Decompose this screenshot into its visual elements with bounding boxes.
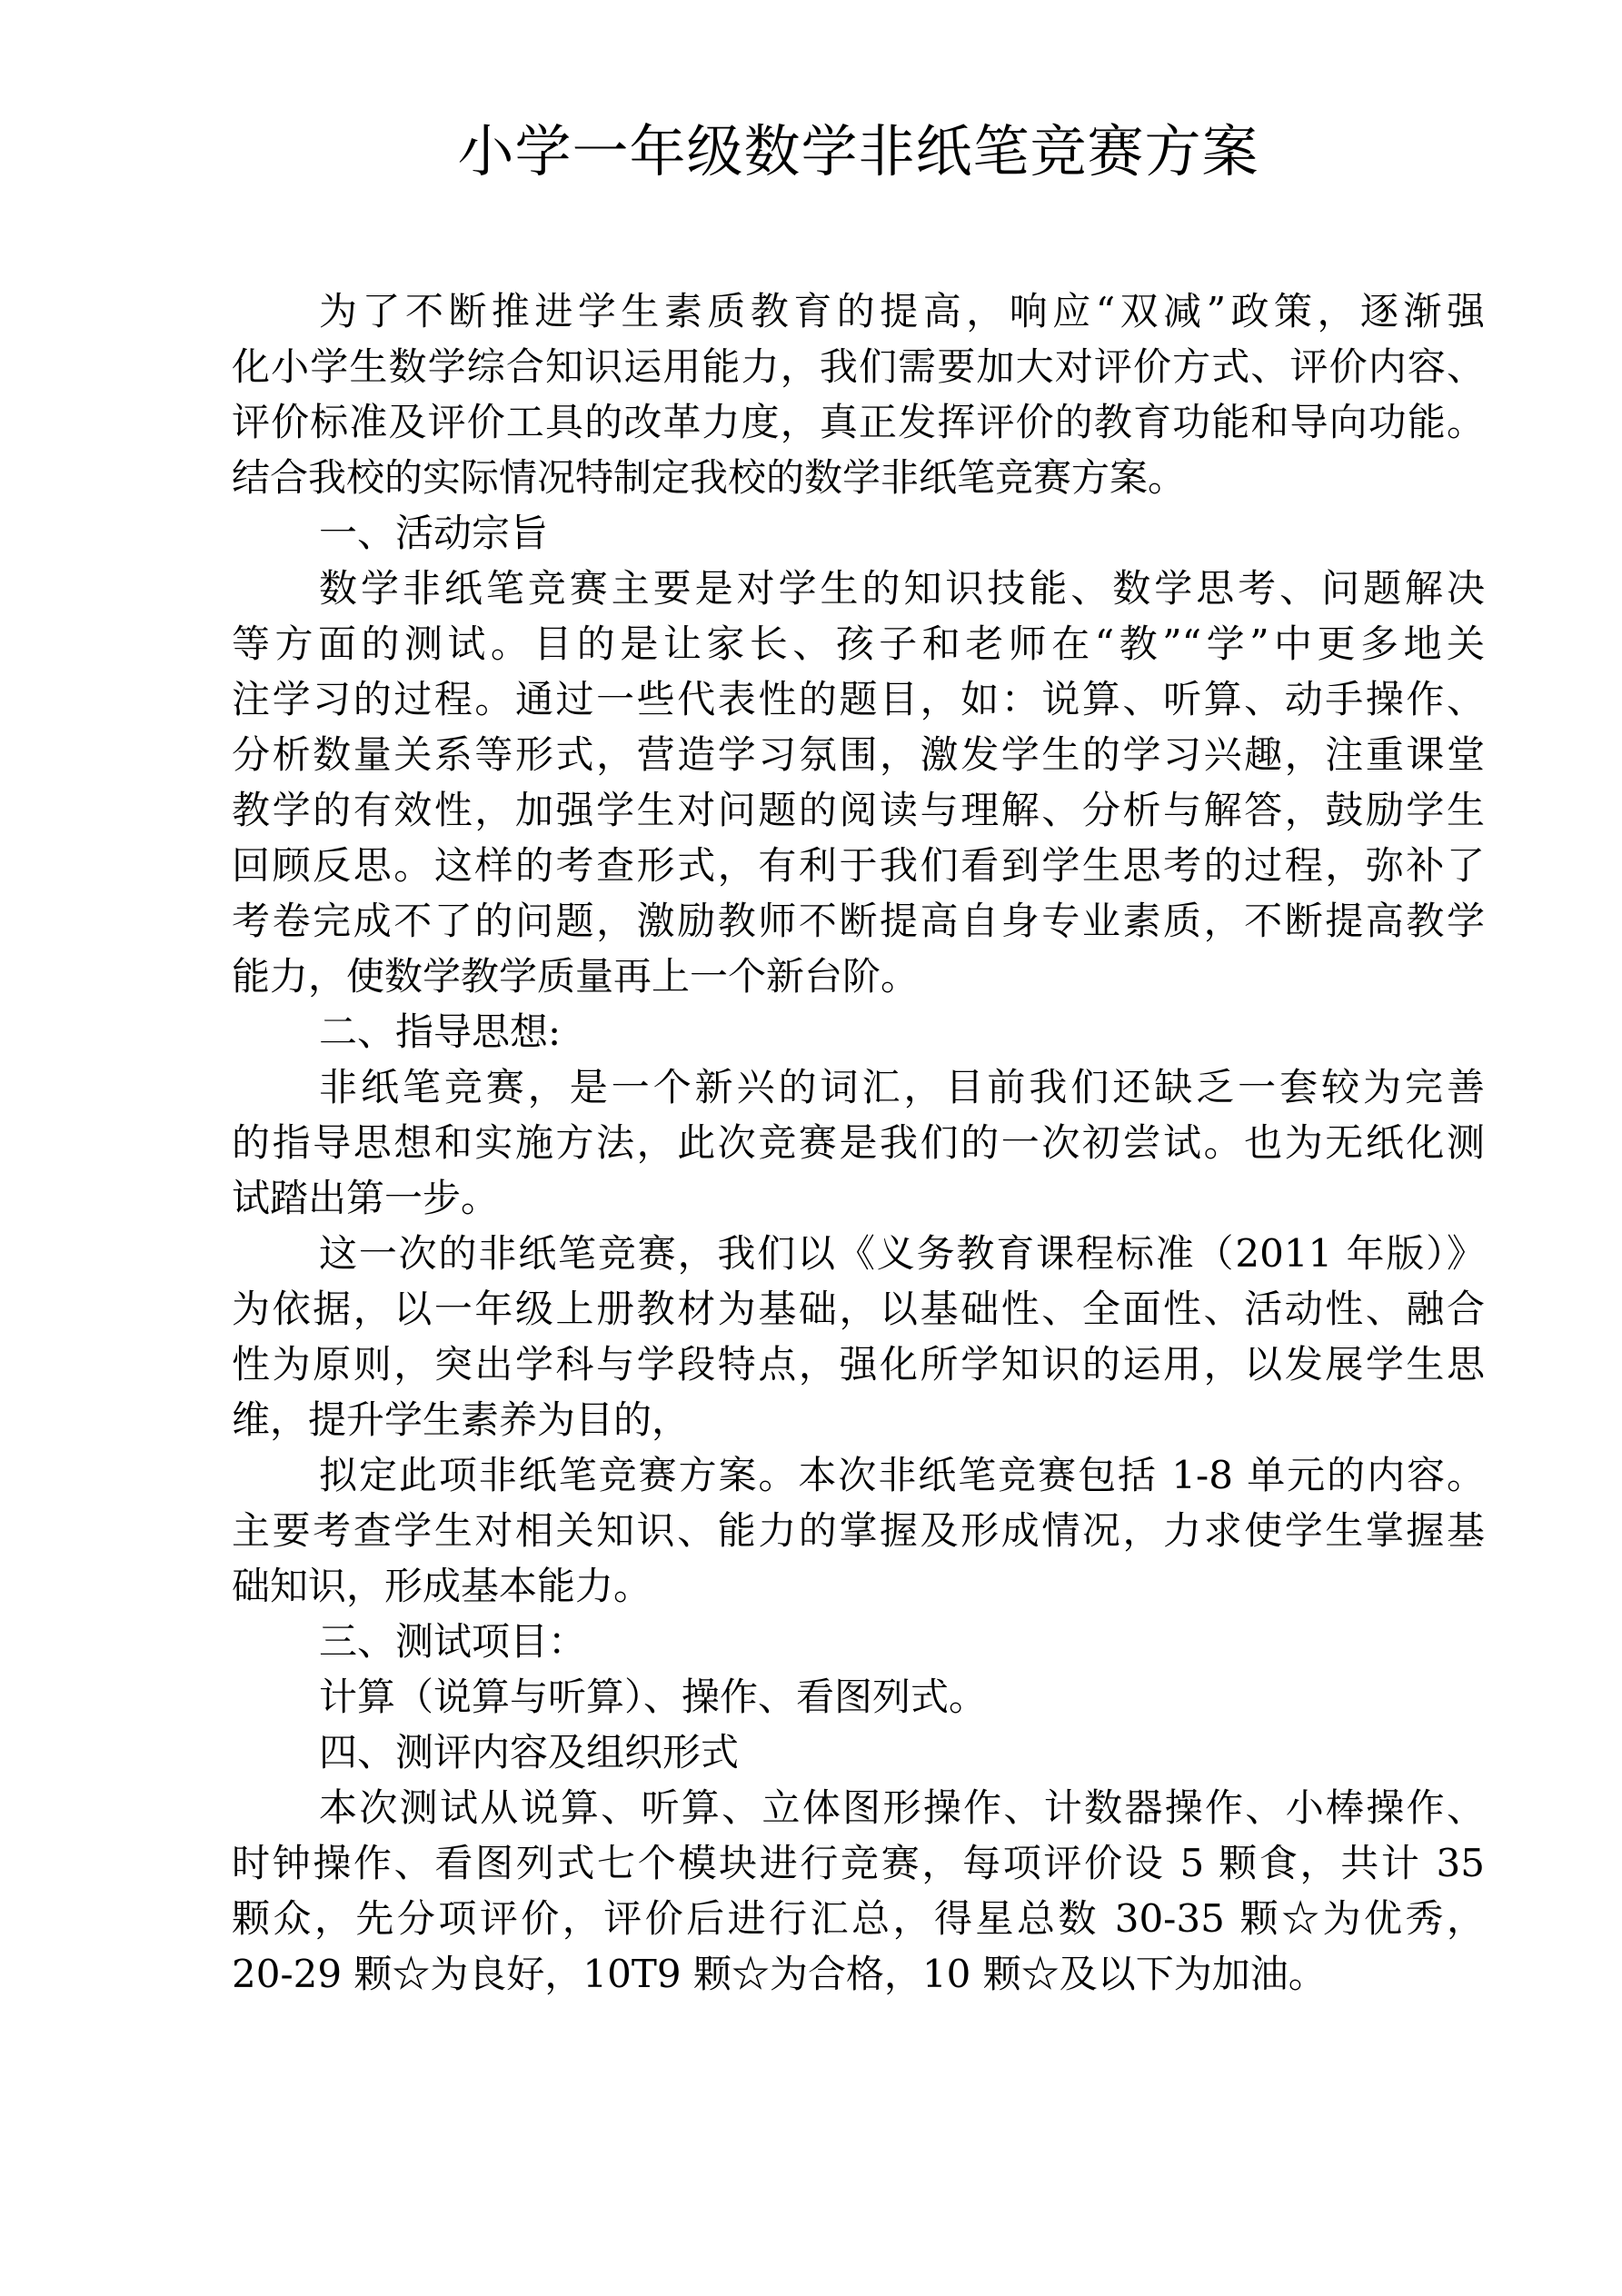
- paragraph: [232, 1669, 1485, 1724]
- paragraph-line: 时钟操作、看图列式七个模块进行竞赛，每项评价设 5 颗食，共计 35: [232, 1841, 1485, 1885]
- paragraph-line: 评价标准及评价工具的改革力度，真正发挥评价的教育功能和导向功能。: [232, 400, 1485, 444]
- paragraph-line: 化小学生数学综合知识运用能力，我们需要加大对评价方式、评价内容、: [232, 344, 1485, 389]
- paragraph-line: 教学的有效性，加强学生对问题的阅读与理解、分析与解答，鼓励学生: [232, 788, 1485, 832]
- paragraph-line: 这一次的非纸笔竞赛，我们以《义务教育课程标准（2011 年版）》: [319, 1231, 1485, 1276]
- section-heading: 一、活动宗旨: [319, 511, 549, 555]
- paragraph-line: 能力，使数学教学质量再上一个新台阶。: [232, 954, 920, 999]
- paragraph-line: 分析数量关系等形式，营造学习氛围，激发学生的学习兴趣，注重课堂: [232, 732, 1485, 777]
- section-heading: 三、测试项目：: [319, 1619, 587, 1664]
- paragraph-line: 主要考查学生对相关知识、能力的掌握及形成情况，力求使学生掌握基: [232, 1508, 1485, 1553]
- paragraph-line: 注学习的过程。通过一些代表性的题目，如：说算、听算、动手操作、: [232, 677, 1485, 721]
- paragraph-line: 的指导思想和实施方法，此次竞赛是我们的一次初尝试。也为无纸化测: [232, 1120, 1485, 1165]
- paragraph-line: 结合我校的实际情况特制定我校的数学非纸笔竞赛方案。: [232, 455, 1187, 500]
- intro-paragraph: [232, 283, 1485, 505]
- paragraph-line: 回顾反思。这样的考查形式，有利于我们看到学生思考的过程，弥补了: [232, 843, 1485, 888]
- paragraph-line: 础知识，形成基本能力。: [232, 1564, 652, 1608]
- paragraph-line: 考卷完成不了的问题，激励教师不断提高自身专业素质，不断提高教学: [232, 899, 1485, 943]
- section-heading: 二、指导思想:: [319, 1009, 562, 1054]
- section-heading: 四、测评内容及组织形式: [319, 1730, 740, 1774]
- section-purpose: [232, 505, 1485, 1004]
- paragraph-line: 拟定此项非纸笔竞赛方案。本次非纸笔竞赛包括 1-8 单元的内容。: [319, 1453, 1485, 1497]
- paragraph-line: 为了不断推进学生素质教育的提高，响应“双减”政策，逐渐强: [319, 289, 1485, 333]
- paragraph-line: 等方面的测试。目的是让家长、孩子和老师在“教”“学”中更多地关: [232, 621, 1485, 666]
- paragraph: [232, 1226, 1485, 1447]
- paragraph-line: 计算（说算与听算）、操作、看图列式。: [319, 1675, 988, 1719]
- document-title: 小学一年级数学非纸笔竞赛方案: [457, 118, 1259, 184]
- section-evaluation: [232, 1724, 1485, 2002]
- paragraph: [232, 1447, 1485, 1614]
- paragraph: [232, 1059, 1485, 1226]
- paragraph-line: 维，提升学生素养为目的，: [232, 1397, 691, 1442]
- paragraph-line: 性为原则，突出学科与学段特点，强化所学知识的运用，以发展学生思: [232, 1342, 1485, 1387]
- paragraph-line: 试踏出第一步。: [232, 1176, 500, 1220]
- paragraph-line: 非纸笔竞赛，是一个新兴的词汇，目前我们还缺乏一套较为完善: [319, 1065, 1485, 1109]
- section-test-items: [232, 1614, 1485, 1724]
- paragraph-line: 颗众，先分项评价，评价后进行汇总，得星总数 30-35 颗☆为优秀，: [232, 1896, 1485, 1941]
- paragraph: [232, 1780, 1485, 2002]
- paragraph-line: 20-29 颗☆为良好，10T9 颗☆为合格，10 颗☆及以下为加油。: [232, 1952, 1327, 1996]
- paragraph-line: 本次测试从说算、听算、立体图形操作、计数器操作、小棒操作、: [319, 1785, 1485, 1830]
- document-body: [232, 283, 1485, 2002]
- section-guiding-ideology: [232, 1004, 1485, 1614]
- paragraph: [232, 561, 1485, 1004]
- paragraph-line: 数学非纸笔竞赛主要是对学生的知识技能、数学思考、问题解决: [319, 566, 1485, 611]
- paragraph-line: 为依据，以一年级上册教材为基础，以基础性、全面性、活动性、融合: [232, 1287, 1485, 1331]
